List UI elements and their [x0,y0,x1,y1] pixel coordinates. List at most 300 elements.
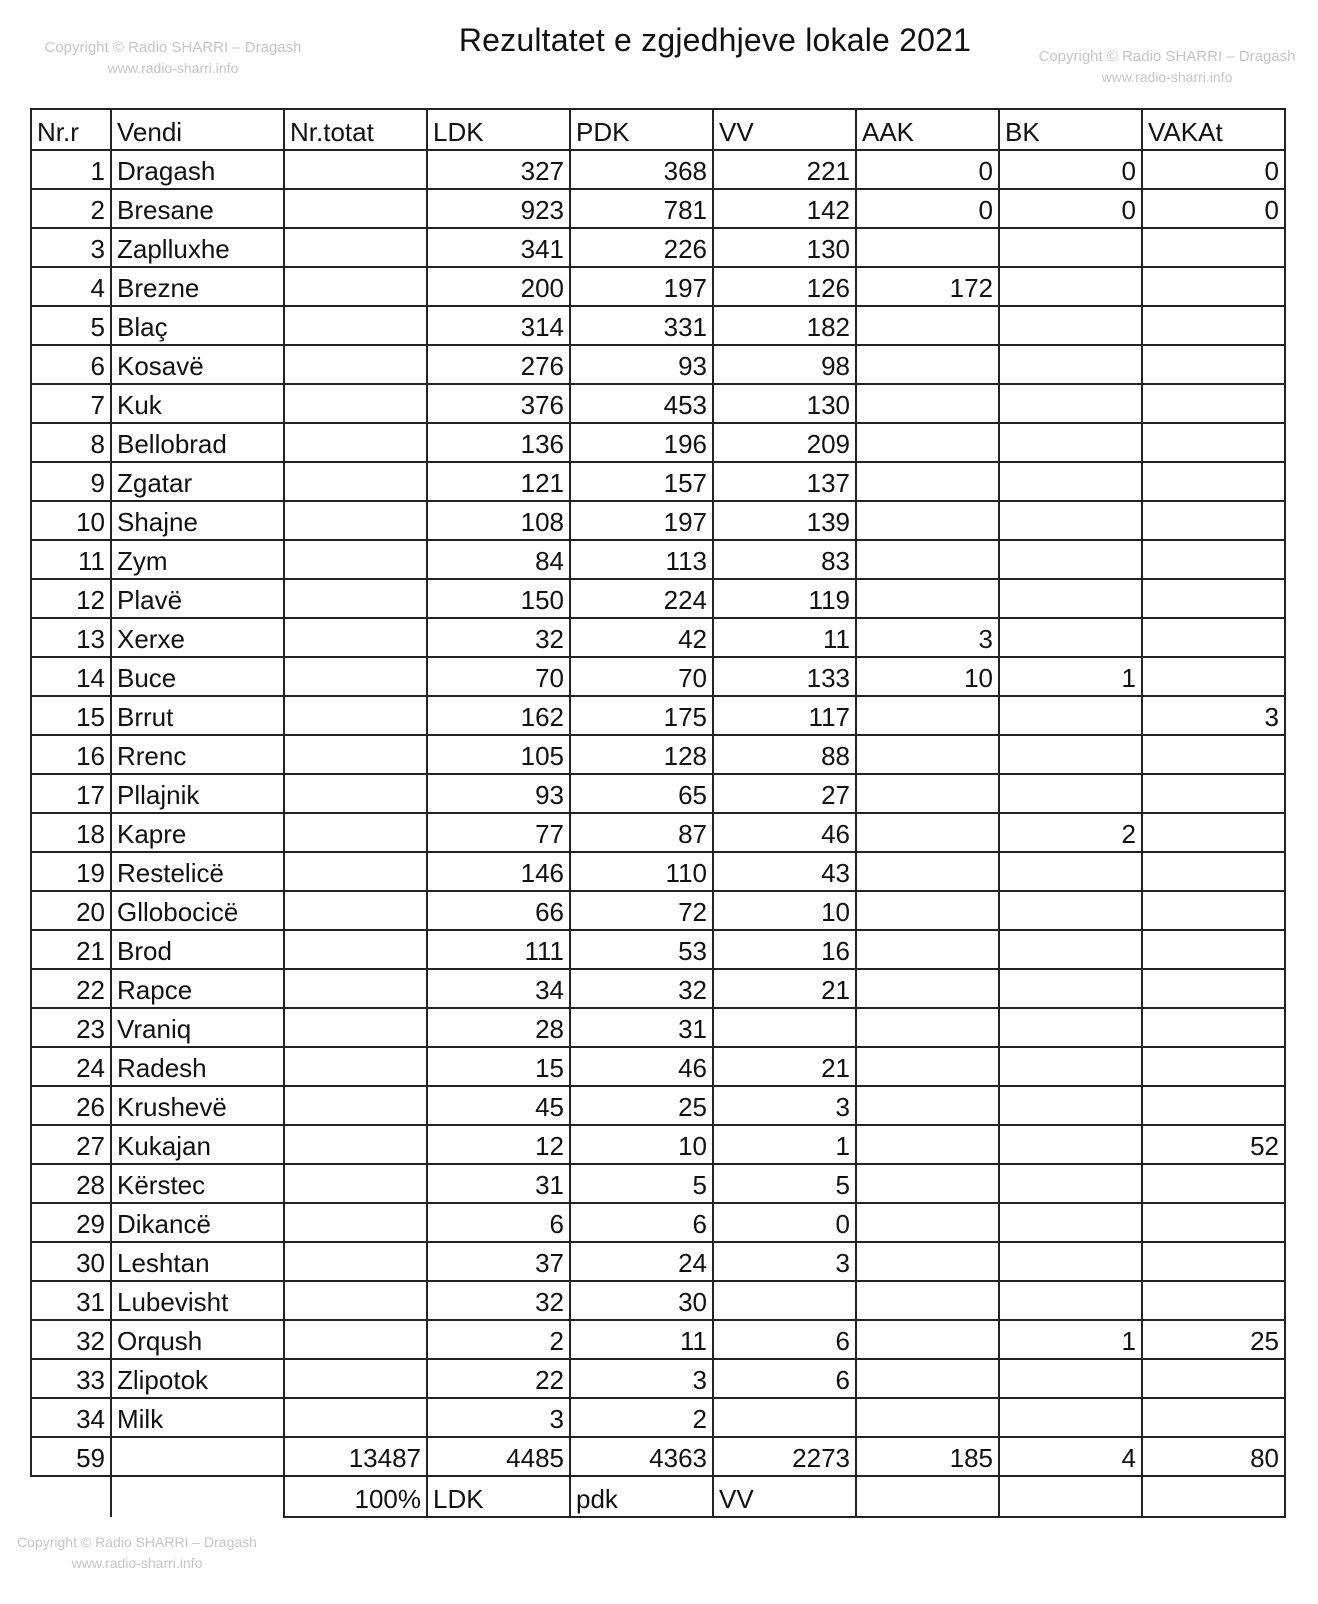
cell-bk [999,423,1142,462]
cell-ldk: 314 [427,306,570,345]
cell-pdk: 53 [570,930,713,969]
cell-vakat [1142,930,1285,969]
cell-nr-totat [284,657,427,696]
cell-vendi: Kukajan [111,1125,284,1164]
header-nr: Nr.r [31,109,111,150]
cell-vendi: Kuk [111,384,284,423]
table-row [31,306,1285,345]
cell-ldk: 111 [427,930,570,969]
cell-aak [856,501,999,540]
cell-nr: 2 [31,189,111,228]
cell-pdk: 30 [570,1281,713,1320]
cell-vendi: Xerxe [111,618,284,657]
table-row [31,540,1285,579]
cell-ldk: 923 [427,189,570,228]
cell-nr-totat [284,1125,427,1164]
table-row [31,1398,1285,1437]
cell-vakat [1142,1359,1285,1398]
cell-pdk: 110 [570,852,713,891]
cell-vendi: Zlipotok [111,1359,284,1398]
cell-ldk: 45 [427,1086,570,1125]
cell-vv: 3 [713,1086,856,1125]
cell-nr: 9 [31,462,111,501]
cell-pdk: 5 [570,1164,713,1203]
cell-pdk: 196 [570,423,713,462]
cell-vendi: Leshtan [111,1242,284,1281]
table-row [31,1125,1285,1164]
cell-bk [999,930,1142,969]
cell-aak [856,774,999,813]
cell-vv: 133 [713,657,856,696]
cell-vendi: Kërstec [111,1164,284,1203]
cell-vakat [1142,1203,1285,1242]
cell-bk: 0 [999,189,1142,228]
cell-pdk: 6 [570,1203,713,1242]
cell-ldk: 66 [427,891,570,930]
cell-aak: 172 [856,267,999,306]
cell-vakat [1142,1398,1285,1437]
cell-vakat [1142,774,1285,813]
cell-nr: 5 [31,306,111,345]
table-row [31,189,1285,228]
cell-ldk: 77 [427,813,570,852]
cell-vv: 119 [713,579,856,618]
percent-vakat [1142,1476,1285,1517]
cell-nr: 33 [31,1359,111,1398]
cell-bk [999,267,1142,306]
cell-pdk: 10 [570,1125,713,1164]
cell-vv [713,1398,856,1437]
cell-vv: 88 [713,735,856,774]
cell-vakat [1142,969,1285,1008]
cell-nr: 6 [31,345,111,384]
cell-vakat: 52 [1142,1125,1285,1164]
table-row [31,423,1285,462]
cell-vakat [1142,267,1285,306]
cell-nr-totat [284,969,427,1008]
cell-vv: 46 [713,813,856,852]
cell-pdk: 46 [570,1047,713,1086]
cell-nr-totat [284,462,427,501]
cell-aak [856,1086,999,1125]
cell-ldk: 200 [427,267,570,306]
cell-vv: 142 [713,189,856,228]
total-vv: 2273 [713,1437,856,1476]
cell-bk [999,969,1142,1008]
cell-ldk: 15 [427,1047,570,1086]
cell-vakat: 25 [1142,1320,1285,1359]
cell-ldk: 3 [427,1398,570,1437]
cell-bk [999,1086,1142,1125]
cell-pdk: 32 [570,969,713,1008]
cell-nr-totat [284,735,427,774]
table-row [31,1320,1285,1359]
cell-vv: 5 [713,1164,856,1203]
cell-nr: 3 [31,228,111,267]
cell-nr-totat [284,306,427,345]
cell-bk [999,1281,1142,1320]
cell-bk [999,384,1142,423]
cell-vendi: Kosavë [111,345,284,384]
cell-nr-totat [284,384,427,423]
cell-vendi: Bresane [111,189,284,228]
cell-ldk: 108 [427,501,570,540]
table-row [31,813,1285,852]
cell-pdk: 25 [570,1086,713,1125]
cell-bk [999,228,1142,267]
header-pdk: PDK [570,109,713,150]
cell-bk [999,1398,1142,1437]
total-vendi [111,1437,284,1476]
cell-nr-totat [284,891,427,930]
cell-aak: 3 [856,618,999,657]
cell-vendi: Restelicë [111,852,284,891]
cell-vendi: Shajne [111,501,284,540]
cell-aak [856,1281,999,1320]
cell-nr: 18 [31,813,111,852]
cell-vakat [1142,735,1285,774]
cell-aak [856,930,999,969]
cell-vakat [1142,345,1285,384]
cell-vv: 182 [713,306,856,345]
cell-vv: 98 [713,345,856,384]
total-pdk: 4363 [570,1437,713,1476]
cell-vendi: Brrut [111,696,284,735]
cell-ldk: 162 [427,696,570,735]
cell-vendi: Milk [111,1398,284,1437]
cell-vakat [1142,1281,1285,1320]
cell-nr: 7 [31,384,111,423]
cell-vendi: Kapre [111,813,284,852]
table-row [31,1008,1285,1047]
cell-nr: 14 [31,657,111,696]
cell-nr: 12 [31,579,111,618]
cell-vv: 130 [713,384,856,423]
total-vakat: 80 [1142,1437,1285,1476]
cell-bk [999,1047,1142,1086]
cell-aak [856,228,999,267]
cell-ldk: 6 [427,1203,570,1242]
cell-nr-totat [284,501,427,540]
cell-bk [999,696,1142,735]
cell-vendi: Blaç [111,306,284,345]
cell-nr: 30 [31,1242,111,1281]
cell-aak [856,969,999,1008]
cell-bk [999,735,1142,774]
cell-ldk: 32 [427,618,570,657]
cell-nr-totat [284,1203,427,1242]
cell-vv: 16 [713,930,856,969]
table-row [31,696,1285,735]
table-row [31,462,1285,501]
table-row [31,891,1285,930]
cell-aak: 0 [856,150,999,189]
cell-bk: 1 [999,657,1142,696]
watermark-top-right [1022,46,1312,88]
cell-vakat [1142,501,1285,540]
cell-ldk: 12 [427,1125,570,1164]
cell-nr: 15 [31,696,111,735]
cell-vv: 221 [713,150,856,189]
header-ldk: LDK [427,109,570,150]
cell-aak [856,1320,999,1359]
header-aak: AAK [856,109,999,150]
cell-aak: 10 [856,657,999,696]
cell-nr: 24 [31,1047,111,1086]
cell-nr-totat [284,1047,427,1086]
cell-nr-totat [284,1398,427,1437]
cell-pdk: 157 [570,462,713,501]
table-row [31,1047,1285,1086]
cell-vakat [1142,423,1285,462]
cell-pdk: 70 [570,657,713,696]
cell-nr-totat [284,189,427,228]
watermark-copyright: Copyright © Radio SHARRI – Dragash [17,1534,257,1550]
totals-row [31,1437,1285,1476]
cell-vv [713,1281,856,1320]
cell-aak [856,1242,999,1281]
cell-nr-totat [284,618,427,657]
cell-pdk: 331 [570,306,713,345]
cell-bk: 2 [999,813,1142,852]
watermark-top-left [28,37,318,79]
total-aak: 185 [856,1437,999,1476]
cell-bk [999,462,1142,501]
cell-nr: 26 [31,1086,111,1125]
header-nr-totat: Nr.totat [284,109,427,150]
cell-nr-totat [284,1086,427,1125]
cell-pdk: 453 [570,384,713,423]
cell-vv: 21 [713,969,856,1008]
percent-pdk: pdk [570,1476,713,1517]
cell-vv: 83 [713,540,856,579]
cell-bk [999,1359,1142,1398]
cell-nr-totat [284,540,427,579]
cell-nr: 20 [31,891,111,930]
cell-bk [999,774,1142,813]
cell-vakat [1142,1086,1285,1125]
cell-vakat [1142,618,1285,657]
cell-vendi: Bellobrad [111,423,284,462]
cell-vv: 137 [713,462,856,501]
cell-vendi: Radesh [111,1047,284,1086]
cell-ldk: 34 [427,969,570,1008]
cell-aak [856,696,999,735]
header-vendi: Vendi [111,109,284,150]
document-title: Rezultatet e zgjedhjeve lokale 2021 [458,22,972,58]
cell-nr-totat [284,1320,427,1359]
total-nr: 59 [31,1437,111,1476]
cell-ldk: 327 [427,150,570,189]
cell-aak [856,1398,999,1437]
cell-aak [856,1008,999,1047]
cell-nr-totat [284,1359,427,1398]
percent-vv: VV [713,1476,856,1517]
cell-vakat [1142,306,1285,345]
cell-pdk: 11 [570,1320,713,1359]
watermark-copyright: Copyright © Radio SHARRI – Dragash [44,39,302,56]
cell-nr: 34 [31,1398,111,1437]
cell-vendi: Lubevisht [111,1281,284,1320]
header-vakat: VAKAt [1142,109,1285,150]
cell-vakat [1142,891,1285,930]
cell-nr-totat [284,345,427,384]
cell-nr: 1 [31,150,111,189]
cell-vakat [1142,462,1285,501]
total-bk: 4 [999,1437,1142,1476]
cell-ldk: 276 [427,345,570,384]
cell-nr: 31 [31,1281,111,1320]
cell-bk: 0 [999,150,1142,189]
cell-aak: 0 [856,189,999,228]
percent-nr-totat: 100% [284,1476,427,1517]
cell-pdk: 175 [570,696,713,735]
cell-vv: 27 [713,774,856,813]
cell-vakat [1142,540,1285,579]
table-row [31,1242,1285,1281]
cell-nr-totat [284,579,427,618]
cell-nr-totat [284,1008,427,1047]
cell-pdk: 42 [570,618,713,657]
cell-vakat [1142,1047,1285,1086]
cell-vendi: Dikancë [111,1203,284,1242]
cell-nr: 29 [31,1203,111,1242]
cell-vakat [1142,1008,1285,1047]
table-row [31,618,1285,657]
cell-ldk: 70 [427,657,570,696]
cell-aak [856,852,999,891]
watermark-copyright: Copyright © Radio SHARRI – Dragash [1038,48,1296,65]
cell-vendi: Zgatar [111,462,284,501]
cell-vakat: 0 [1142,150,1285,189]
cell-aak [856,1164,999,1203]
cell-pdk: 128 [570,735,713,774]
table-row [31,579,1285,618]
results-table [30,108,1286,1518]
cell-vendi: Rapce [111,969,284,1008]
cell-nr-totat [284,267,427,306]
total-ldk: 4485 [427,1437,570,1476]
cell-nr-totat [284,423,427,462]
cell-nr-totat [284,1281,427,1320]
table-row [31,735,1285,774]
total-nr-totat: 13487 [284,1437,427,1476]
table-row [31,852,1285,891]
cell-vv: 1 [713,1125,856,1164]
cell-vendi: Zaplluxhe [111,228,284,267]
cell-vendi: Brod [111,930,284,969]
watermark-url: www.radio-sharri.info [1101,69,1233,85]
cell-nr: 13 [31,618,111,657]
cell-bk [999,579,1142,618]
table-row [31,384,1285,423]
cell-vendi: Vraniq [111,1008,284,1047]
cell-bk [999,618,1142,657]
cell-nr: 21 [31,930,111,969]
cell-vendi: Rrenc [111,735,284,774]
cell-pdk: 224 [570,579,713,618]
cell-bk [999,501,1142,540]
cell-bk [999,345,1142,384]
table-row [31,228,1285,267]
results-table-body [31,109,1285,1517]
cell-vendi: Buce [111,657,284,696]
cell-aak [856,813,999,852]
cell-aak [856,345,999,384]
cell-pdk: 113 [570,540,713,579]
table-row [31,1203,1285,1242]
cell-nr-totat [284,150,427,189]
cell-pdk: 24 [570,1242,713,1281]
cell-bk [999,306,1142,345]
results-table-container [30,108,1286,1518]
watermark-url: www.radio-sharri.info [107,60,239,76]
cell-vakat [1142,1242,1285,1281]
table-row [31,1281,1285,1320]
cell-vendi: Orqush [111,1320,284,1359]
table-row [31,774,1285,813]
cell-vendi: Gllobocicë [111,891,284,930]
cell-nr: 27 [31,1125,111,1164]
cell-aak [856,384,999,423]
cell-pdk: 93 [570,345,713,384]
cell-ldk: 32 [427,1281,570,1320]
cell-vakat: 0 [1142,189,1285,228]
cell-pdk: 226 [570,228,713,267]
cell-ldk: 146 [427,852,570,891]
table-row [31,1164,1285,1203]
cell-vv: 3 [713,1242,856,1281]
cell-nr-totat [284,930,427,969]
cell-nr: 16 [31,735,111,774]
cell-nr: 17 [31,774,111,813]
cell-vakat [1142,384,1285,423]
cell-aak [856,1125,999,1164]
cell-nr: 23 [31,1008,111,1047]
cell-nr: 32 [31,1320,111,1359]
cell-nr-totat [284,696,427,735]
table-row [31,267,1285,306]
header-bk: BK [999,109,1142,150]
cell-ldk: 84 [427,540,570,579]
cell-vakat [1142,657,1285,696]
cell-nr: 8 [31,423,111,462]
cell-vakat [1142,813,1285,852]
cell-aak [856,306,999,345]
cell-vv: 139 [713,501,856,540]
cell-vv: 21 [713,1047,856,1086]
cell-nr-totat [284,228,427,267]
cell-nr-totat [284,1242,427,1281]
cell-vv: 130 [713,228,856,267]
cell-nr-totat [284,774,427,813]
cell-pdk: 65 [570,774,713,813]
cell-vv: 43 [713,852,856,891]
cell-ldk: 31 [427,1164,570,1203]
cell-vendi: Zym [111,540,284,579]
cell-ldk: 341 [427,228,570,267]
table-row [31,1359,1285,1398]
cell-ldk: 121 [427,462,570,501]
cell-bk [999,1242,1142,1281]
cell-ldk: 150 [427,579,570,618]
cell-vakat [1142,1164,1285,1203]
cell-ldk: 22 [427,1359,570,1398]
cell-ldk: 28 [427,1008,570,1047]
cell-nr-totat [284,813,427,852]
cell-vakat [1142,228,1285,267]
cell-pdk: 72 [570,891,713,930]
